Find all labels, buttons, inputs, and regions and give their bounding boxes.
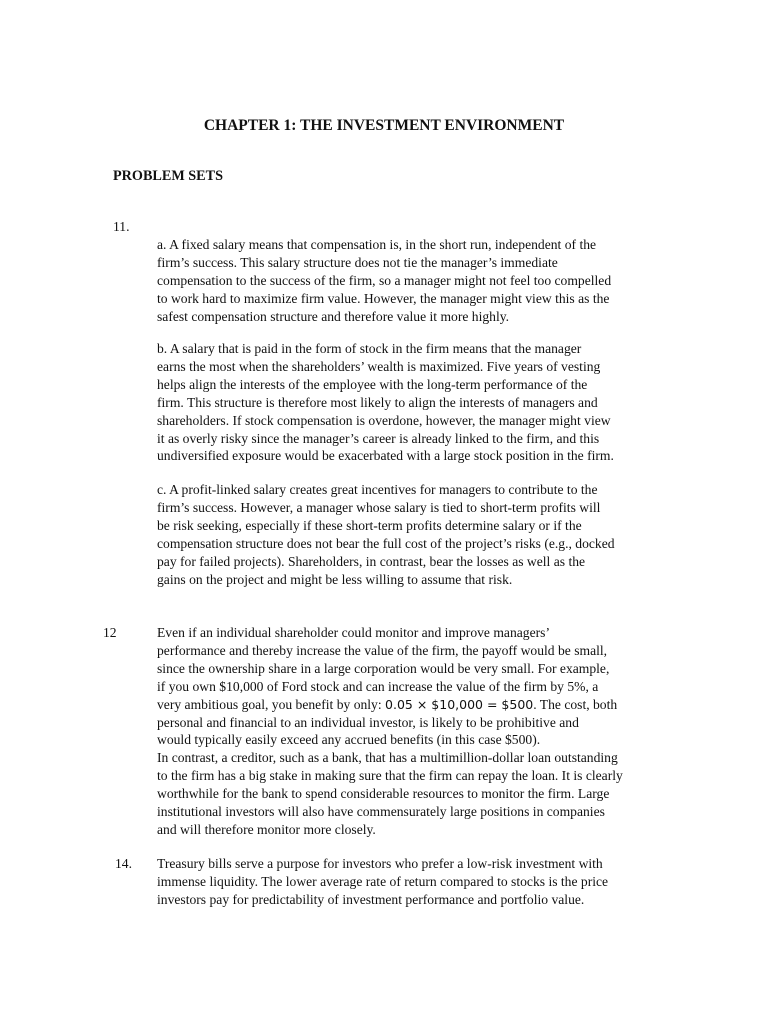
text-line: immense liquidity. The lower average rate of return compared to stocks is the price	[157, 873, 609, 889]
text-line: earns the most when the shareholders’ wealth is maximized. Five years of vesting	[157, 358, 601, 374]
text-line: Even if an individual shareholder could monitor and improve managers’	[157, 625, 550, 640]
text-line: gains on the project and might be less willing to assume that risk.	[157, 571, 513, 587]
text-line: and will therefore monitor more closely.	[157, 821, 376, 837]
math-text-line	[157, 696, 687, 714]
problem-11-part-c	[157, 481, 687, 588]
text-line: would typically easily exceed any accrued benefits (in this case $500).	[157, 732, 541, 748]
text-line: a. A fixed salary means that compensation is, in the short run, independent of the	[157, 237, 597, 252]
chapter-title: CHAPTER 1: THE INVESTMENT ENVIRONMENT	[203, 117, 565, 134]
text-line: personal and financial to an individual investor, is likely to be prohibitive and	[157, 714, 579, 730]
text-line: worthwhile for the bank to spend considerable resources to monitor the firm. Large	[157, 786, 610, 802]
text-line: undiversified exposure would be exacerbated with a large stock position in the firm.	[157, 448, 614, 464]
text-line: be risk seeking, especially if these short-term profits determine salary or if the	[157, 517, 582, 533]
text-line: performance and thereby increase the value of the firm, the payoff would be small,	[157, 642, 608, 658]
problem-11-part-a	[157, 236, 687, 326]
problem-number-11: 11.	[113, 219, 130, 234]
problem-14-answer	[157, 855, 687, 909]
text-line: to work hard to maximize firm value. However, the manager might view this as the	[157, 290, 610, 306]
text-line: it as overly risky since the manager’s career is already linked to the firm, and this	[157, 430, 600, 446]
text-line: b. A salary that is paid in the form of stock in the firm means that the manager	[157, 341, 582, 356]
problem-number-12: 12	[103, 625, 117, 640]
text-line: firm’s success. However, a manager whose salary is tied to short-term profits will	[157, 499, 601, 515]
section-heading: PROBLEM SETS	[113, 168, 223, 184]
problem-11-part-b	[157, 340, 687, 465]
text-line: firm’s success. This salary structure does not tie the manager’s immediate	[157, 254, 558, 270]
text-line: if you own $10,000 of Ford stock and can increase the value of the firm by 5%, a	[157, 678, 599, 694]
text-line: to the firm has a big stake in making sure that the firm can repay the loan. It is clearly	[157, 768, 623, 784]
problem-number-14: 14.	[115, 856, 132, 871]
text-line: compensation to the success of the firm, so a manager might not feel too compelled	[157, 272, 612, 288]
math-line-prefix: very ambitious goal, you benefit by only:	[157, 696, 386, 712]
text-line: firm. This structure is therefore most likely to align the interests of managers and	[157, 394, 598, 410]
text-line: investors pay for predictability of investment performance and portfolio value.	[157, 891, 585, 907]
text-line: c. A profit-linked salary creates great incentives for managers to contribute to the	[157, 482, 598, 497]
text-line: helps align the interests of the employee with the long-term performance of the	[157, 376, 588, 392]
math-expression: 0.05 × $10,000 = $500	[385, 696, 534, 712]
text-line: since the ownership share in a large corporation would be very small. For example,	[157, 660, 610, 676]
text-line: institutional investors will also have commensurately large positions in companies	[157, 804, 605, 820]
math-line-suffix: . The cost, both	[533, 696, 618, 712]
text-line: shareholders. If stock compensation is overdone, however, the manager might view	[157, 412, 611, 428]
text-line: In contrast, a creditor, such as a bank, that has a multimillion-dollar loan outstanding	[157, 750, 618, 766]
text-line: compensation structure does not bear the full cost of the project’s risks (e.g., docked	[157, 535, 615, 551]
text-line: Treasury bills serve a purpose for investors who prefer a low-risk investment with	[157, 856, 603, 871]
text-line: safest compensation structure and therefore value it more highly.	[157, 308, 510, 324]
problem-12-answer	[157, 624, 687, 839]
text-line: pay for failed projects). Shareholders, in contrast, bear the losses as well as the	[157, 553, 586, 569]
